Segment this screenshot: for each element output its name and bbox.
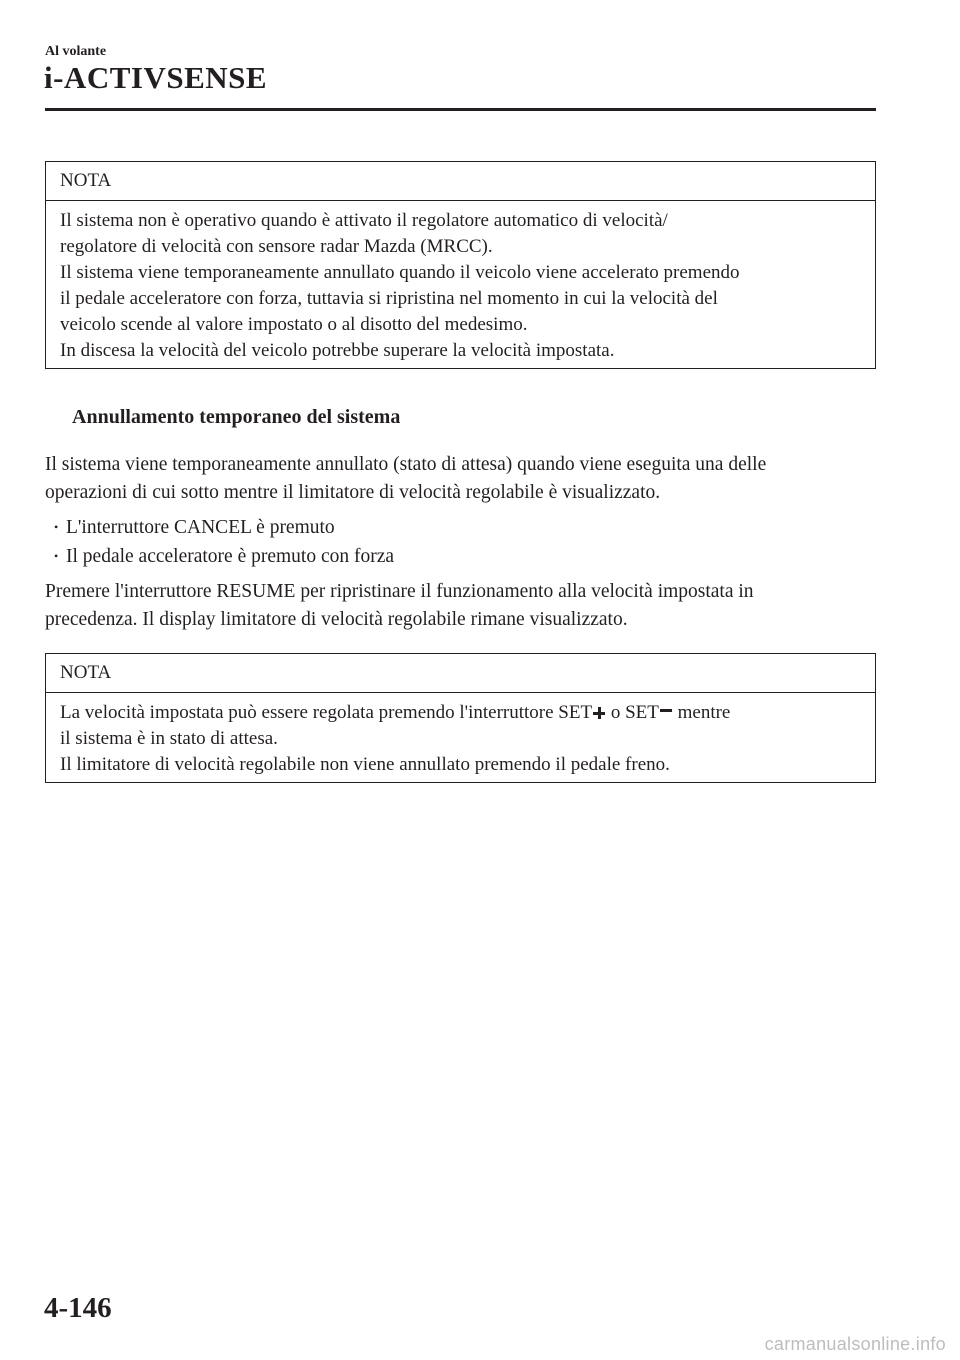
- note-line: veicolo scende al valore impostato o al disotto del medesimo.: [60, 314, 528, 335]
- list-item-text: Il pedale acceleratore è premuto con forza: [66, 546, 395, 567]
- note-line: regolatore di velocità con sensore radar Mazda (MRCC).: [60, 236, 493, 257]
- note-line: Il sistema viene temporaneamente annullato quando il veicolo viene accelerato premendo: [60, 262, 740, 283]
- intro-paragraph: [45, 451, 885, 507]
- resume-paragraph: [45, 578, 885, 634]
- note-line: Il sistema non è operativo quando è attivato il regolatore automatico di velocità/: [60, 210, 668, 231]
- plus-icon: [593, 707, 605, 719]
- paragraph-line: precedenza. Il display limitatore di velocità regolabile rimane visualizzato.: [45, 609, 628, 630]
- header-divider: [45, 108, 876, 111]
- note-line: In discesa la velocità del veicolo potrebbe superare la velocità impostata.: [60, 340, 615, 361]
- note-box-2: [45, 653, 876, 783]
- minus-icon: [660, 709, 672, 712]
- watermark: carmanualsonline.info: [764, 1334, 946, 1354]
- page-number: 4-146: [44, 1292, 112, 1324]
- section-label: Al volante: [45, 44, 107, 59]
- condition-list: [54, 514, 394, 572]
- note-title: NOTA: [46, 654, 875, 693]
- note-line: Il limitatore di velocità regolabile non viene annullato premendo il pedale freno.: [60, 754, 670, 775]
- note-box-1: [45, 161, 876, 369]
- note-text: o SET: [610, 702, 659, 723]
- note-line: il pedale acceleratore con forza, tuttavia si ripristina nel momento in cui la velocità del: [60, 288, 718, 309]
- section-heading: Annullamento temporaneo del sistema: [72, 406, 401, 428]
- paragraph-line: Premere l'interruttore RESUME per ripristinare il funzionamento alla velocità impostata in: [45, 581, 754, 602]
- list-item-text: L'interruttore CANCEL è premuto: [66, 517, 335, 538]
- bullet-icon: •: [54, 520, 59, 534]
- paragraph-line: operazioni di cui sotto mentre il limitatore di velocità regolabile è visualizzato.: [45, 482, 661, 503]
- note-body: [46, 693, 875, 782]
- note-text: mentre: [677, 702, 731, 723]
- note-line: [60, 700, 861, 726]
- note-text: La velocità impostata può essere regolata premendo l'interruttore SET: [60, 702, 593, 723]
- bullet-icon: •: [54, 549, 59, 563]
- note-line: il sistema è in stato di attesa.: [60, 728, 278, 749]
- note-title: NOTA: [46, 162, 875, 201]
- paragraph-line: Il sistema viene temporaneamente annullato (stato di attesa) quando viene eseguita una delle: [45, 454, 767, 475]
- list-item: [54, 543, 394, 572]
- chapter-title: i-ACTIVSENSE: [44, 60, 268, 95]
- note-body: [46, 201, 875, 368]
- list-item: [54, 514, 394, 543]
